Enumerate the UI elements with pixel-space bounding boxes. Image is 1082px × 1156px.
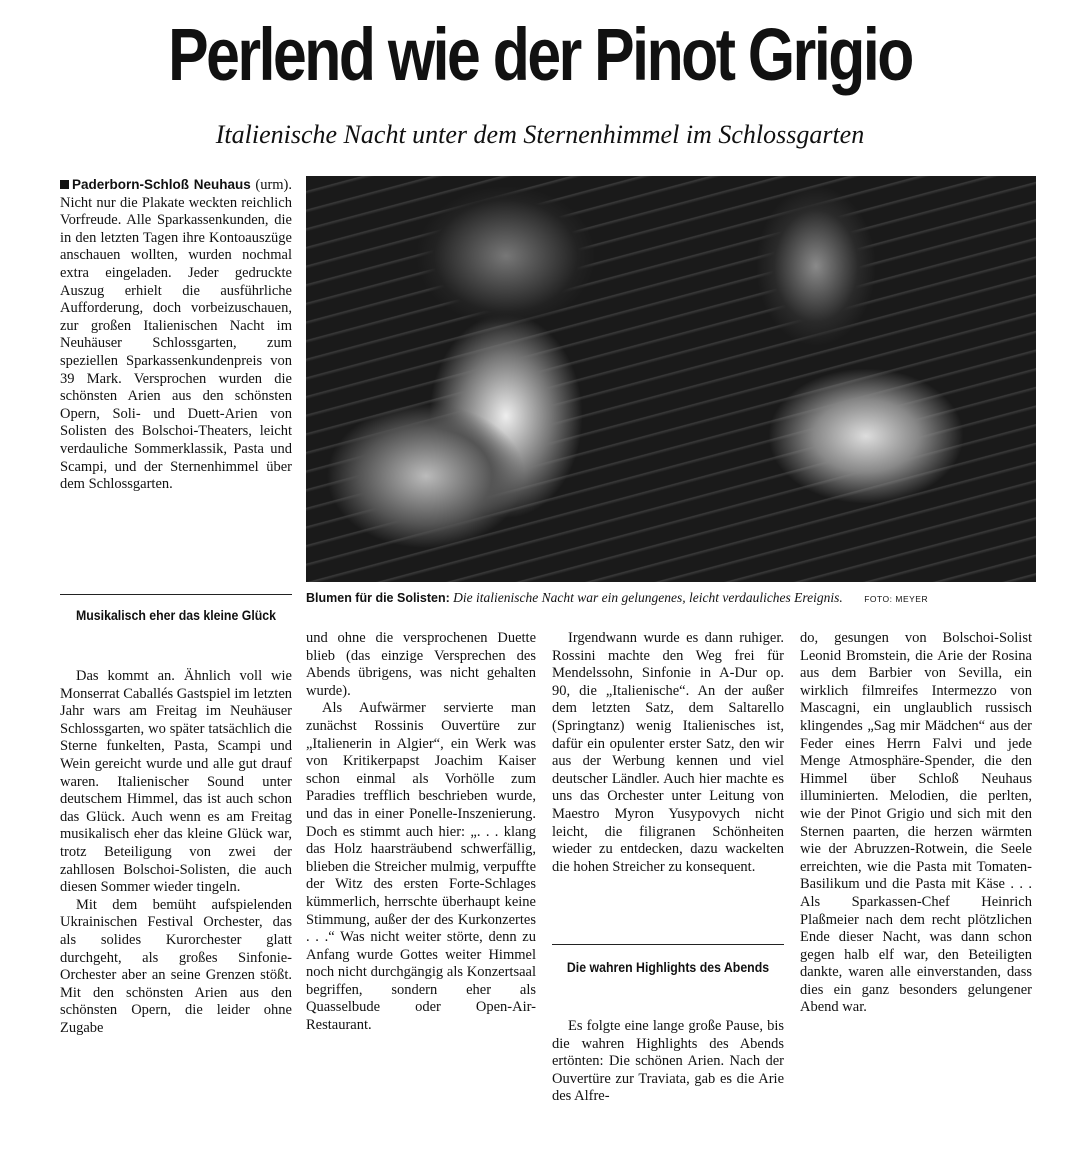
- subheadline: Italienische Nacht unter dem Sternenhimmel im Schlossgarten: [215, 120, 865, 149]
- paragraph: Irgendwann wurde es dann ruhiger. Rossini machte den Weg frei für Mendelssohn, Sinfonie in A-Dur op. 90, die „Italienische“. An der außer dem letzten Satz, dem Saltarello (Springtanz) wenig Italienisches ist, dafür ein opulenter erster Satz, den wir aus der Werbung kennen und viel deutscher Ländler. Auch hier machte es uns das Orchester unter Leitung von Maestro Myron Yusypovych nicht leicht, die filigranen Schönheiten wieder zu entdecken, dazu wackelten die hohen Streicher zu konsequent.: [552, 630, 784, 875]
- subhead-highlights: Die wahren Highlights des Abends: [566, 959, 770, 975]
- photo-caption: [306, 590, 1046, 606]
- intro-column: [60, 176, 292, 494]
- column-3: [552, 630, 784, 876]
- column-3-continued: [552, 1018, 784, 1106]
- intro-paragraph: [60, 176, 292, 494]
- photo-credit: FOTO: MEYER: [864, 594, 929, 604]
- paragraph: Es folgte eine lange große Pause, bis die wahren Highlights des Abends ertönten: Die schönen Arien. Nach der Ouvertüre zur Traviata, gab es die Arie des Alfre-: [552, 1018, 784, 1105]
- paragraph: Das kommt an. Ähnlich voll wie Monserrat Caballés Gastspiel im letzten Jahr wars am Freitag im Neuhäuser Schlossgarten, wo später tatsächlich die Sterne funkelten, Pasta, Scampi und Wein gereicht wurde und alle gut drauf waren. Italienischer Sound unter deutschem Himmel, das ist auch schon das Glück. Auch wenn es am Freitag musikalisch eher das kleine Glück war, trotz Beteiligung von zwei der zahllosen Bolschoi-Solisten, die auch diesen Sommer wieder tingeln.: [60, 668, 292, 896]
- caption-lead: Blumen für die Solisten:: [306, 591, 450, 605]
- concert-photo: [306, 176, 1036, 582]
- section-divider: [552, 944, 784, 945]
- paragraph: do, gesungen von Bolschoi-Solist Leonid Bromstein, die Arie der Rosina aus dem Barbier von Sevilla, ein wirklich filmreifes Intermezzo von Mascagni, ein unglaublich russisch klingendes „Sag mir Mädchen“ aus der Feder eines Herrn Falvi und jede Menge Atmosphäre-Spender, die den Himmel über Schloß Neuhaus illuminierten. Melodien, die perlten, wie der Pinot Grigio und sich mit den Sternen paarten, die herzen wärmten wie der Abruzzen-Rotwein, die Seele erreichten, wie die Pasta mit Tomaten-Basilikum und die Pasta mit Käse . . . Als Sparkassen-Chef Heinrich Plaßmeier nach dem recht plötzlichen Ende dieser Nacht, was dann schon gegen halb elf war, den Beteiligten dankte, waren alle einverstanden, dass dies ein ganz besonders gelungener Abend war.: [800, 630, 1032, 1016]
- headline: Perlend wie der Pinot Grigio: [168, 13, 912, 96]
- intro-text: (urm). Nicht nur die Plakate weckten reichlich Vorfreude. Alle Sparkassenkunden, die in den letzten Tagen ihre Kontoauszüge anschauen wollten, wurden nochmal extra eingeladen. Jeder gedruckte Auszug erhielt die ausführliche Aufforderung, doch vorbeizuschauen, zur großen Italienischen Nacht im Neuhäuser Schlossgarten, zum speziellen Sparkassenkundenpreis von 39 Mark. Versprochen wurden die schönsten Arien aus den schönsten Opern, Soli- und Duett-Arien von Solisten des Bolschoi-Theaters, leicht verdauliche Sommerklassik, Pasta und Scampi, und der Sternenhimmel über dem Schlossgarten.: [60, 177, 293, 493]
- column-1: [60, 668, 292, 1037]
- paragraph: Als Aufwärmer servierte man zunächst Rossinis Ouvertüre zur „Italienerin in Algier“, ein Werk was von Kritikerpapst Joachim Kaiser schon einmal als Vorhölle zum Paradies trefflich beschrieben wurde, und das in einer Ponelle-Inszenierung. Doch es stimmt auch hier: „. . . klang das Holz haarsträubend schwerfällig, blieben die Streicher mulmig, verpuffte der Witz des ersten Forte-Schlages kümmerlich, herrschte überhaupt keine Stimmung, außer der des Kurkonzertes . . .“ Was nicht weiter störte, denn zu Anfang wurde Gottes weiter Himmel noch nicht durchgängig als Konzertsaal begriffen, sondern eher als Quasselbude oder Open-Air-Restaurant.: [306, 700, 536, 1034]
- caption-text: Die italienische Nacht war ein gelungenes, leicht verdauliches Ereignis.: [453, 590, 843, 605]
- paragraph: Mit dem bemüht aufspielenden Ukrainischen Festival Orchester, das als solides Kurorchester glatt durchgeht, als großes Sinfonie-Orchester aber an seine Grenzen stößt. Mit den schönsten Arien aus den schönsten Opern, die leider ohne Zugabe: [60, 896, 292, 1036]
- column-4: [800, 630, 1032, 1017]
- section-divider: [60, 594, 292, 595]
- subhead-musikalisch: Musikalisch eher das kleine Glück: [76, 607, 276, 623]
- column-2: [306, 630, 536, 1035]
- square-bullet-icon: [60, 180, 69, 189]
- paragraph: und ohne die versprochenen Duette blieb (das einzige Versprechen des Abends übrigens, was nicht gehalten wurde).: [306, 630, 536, 699]
- dateline: Paderborn-Schloß Neuhaus: [60, 177, 251, 192]
